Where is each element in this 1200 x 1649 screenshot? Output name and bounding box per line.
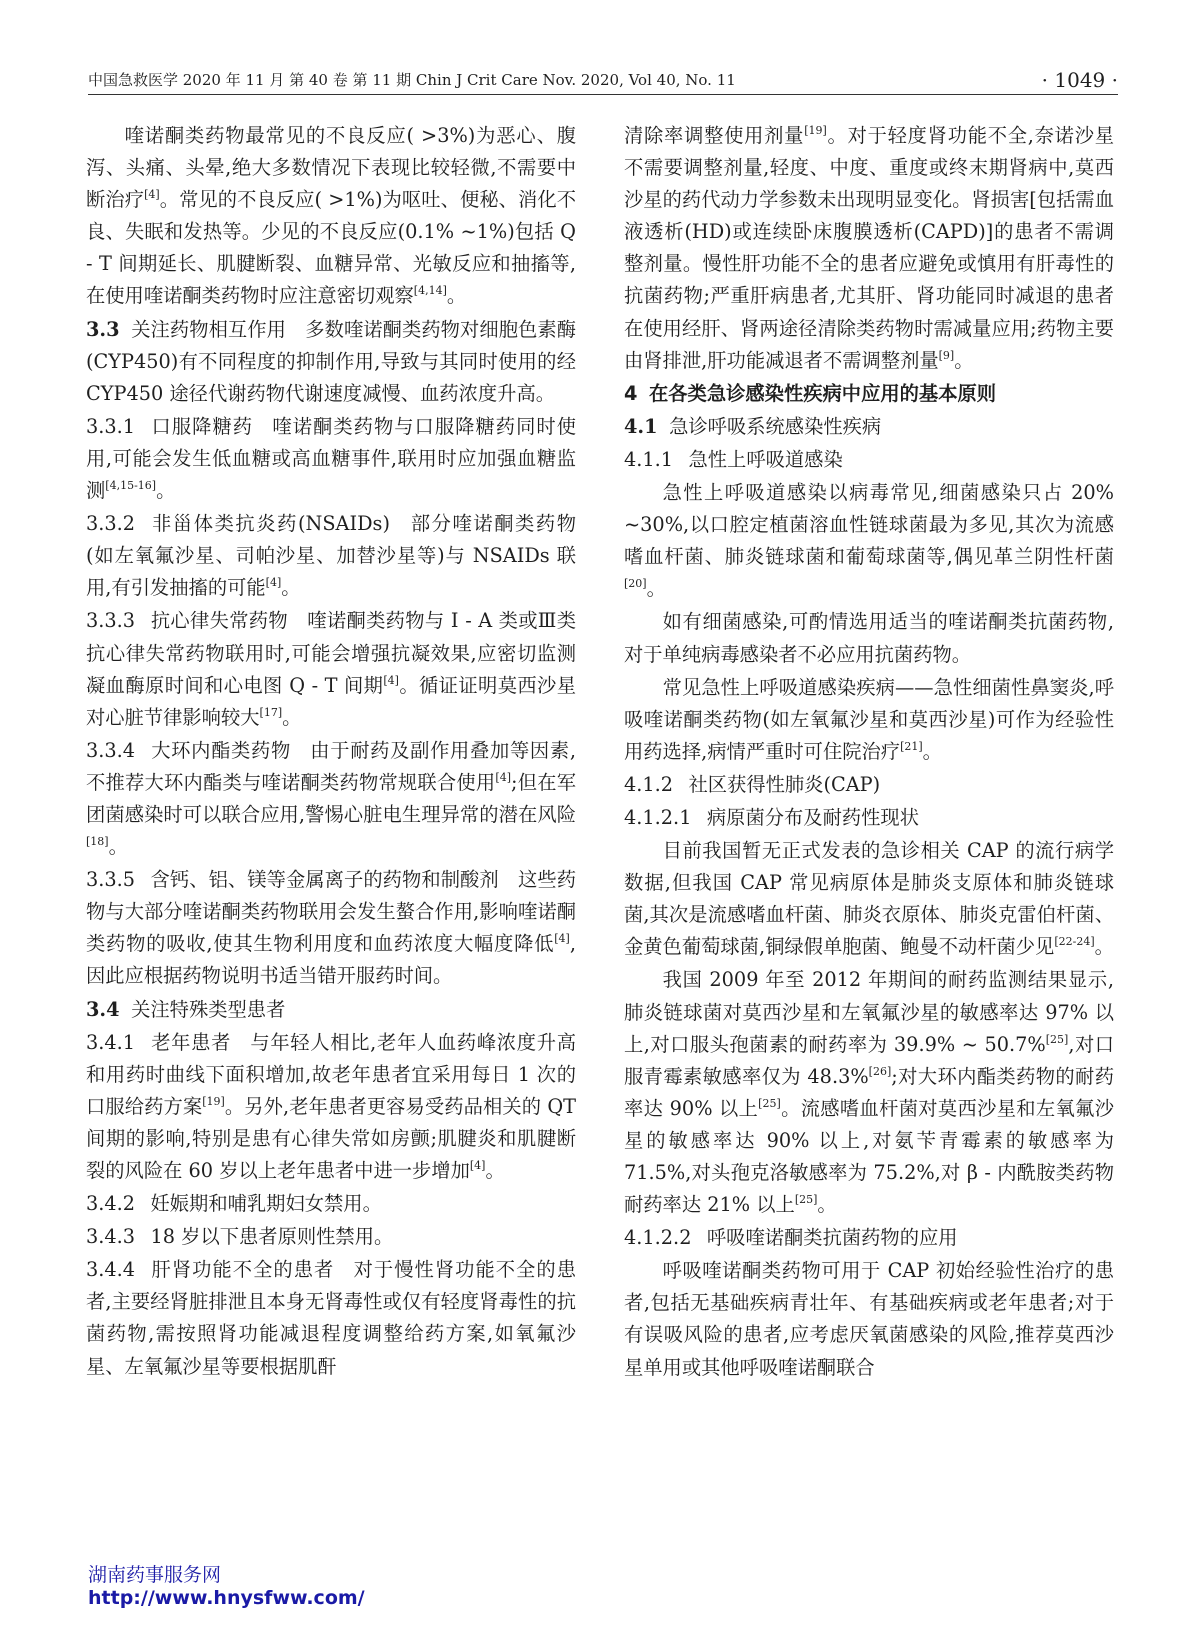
paragraph: 目前我国暂无正式发表的急诊相关 CAP 的流行病学数据,但我国 CAP 常见病原体是肺炎支原体和肺炎链球菌,其次是流感嗜血杆菌、肺炎衣原体、肺炎克雷伯杆菌、金黄色葡萄球菌,铜绿假单胞菌、鲍曼不动杆菌少见[22-24]。	[624, 839, 1114, 959]
site-url-link[interactable]: http://www.hnysfww.com/	[88, 1587, 365, 1609]
section-3-3-4: 3.3.4 大环内酯类药物 由于耐药及副作用叠加等因素,不推荐大环内酯类与喹诺酮类药物常规联合使用[4];但在军团菌感染时可以联合应用,警惕心脏电生理异常的潜在风险[18]。	[86, 738, 576, 859]
section-3-3: 3.3 关注药物相互作用 多数喹诺酮类药物对细胞色素酶(CYP450)有不同程度的抑制作用,导致与其同时使用的经 CYP450 途径代谢药物代谢速度减慢、血药浓度升高。	[86, 317, 577, 405]
section-3-3-3: 3.3.3 抗心律失常药物 喹诺酮类药物与 Ⅰ - A 类或Ⅲ类抗心律失常药物联用时,可能会增强抗凝效果,应密切监测凝血酶原时间和心电图 Q - T 间期[4]。循证证明莫西沙星对心脏节律影响较大[17]。	[86, 609, 577, 729]
section-3-3-5: 3.3.5 含钙、铝、镁等金属离子的药物和制酸剂 这些药物与大部分喹诺酮类药物联用会发生螯合作用,影响喹诺酮类药物的吸收,使其生物利用度和血药浓度大幅度降低[4],因此应根据药物说明书适当错开服药时间。	[86, 868, 576, 988]
left-column	[86, 120, 576, 1384]
paragraph: 急性上呼吸道感染以病毒常见,细菌感染只占 20% ~30%,以口腔定植菌溶血性链球菌最为多见,其次为流感嗜血杆菌、肺炎链球菌和葡萄球菌等,偶见革兰阴性杆菌[20]。	[624, 481, 1114, 601]
paragraph: 常见急性上呼吸道感染疾病——急性细菌性鼻窦炎,呼吸喹诺酮类药物(如左氧氟沙星和莫西沙星)可作为经验性用药选择,病情严重时可住院治疗[21]。	[624, 675, 1114, 763]
paragraph: 喹诺酮类药物最常见的不良反应( >3%)为恶心、腹泻、头痛、头晕,绝大多数情况下表现比较轻微,不需要中断治疗[4]。常见的不良反应( >1%)为呕吐、便秘、消化不良、失眠和发热等。少见的不良反应(0.1% ~1%)包括 Q - T 间期延长、肌腱断裂、血糖异常、光敏反应和抽搐等,在使用喹诺酮类药物时应注意密切观察[4,14]。	[86, 124, 577, 308]
paragraph: 清除率调整使用剂量[19]。对于轻度肾功能不全,奈诺沙星不需要调整剂量,轻度、中度、重度或终末期肾病中,莫西沙星的药代动力学参数未出现明显变化。肾损害[包括需血液透析(HD)或连续卧床腹膜透析(CAPD)]的患者不需调整剂量。慢性肝功能不全的患者应避免或慎用有肝毒性的抗菌药物;严重肝病患者,尤其肝、肾功能同时减退的患者在使用经肝、肾两途径清除类药物时需减量应用;药物主要由肾排泄,肝功能减退者不需调整剂量[9]。	[624, 124, 1115, 372]
section-4-1-2-1: 4.1.2.1 病原菌分布及耐药性现状	[624, 805, 919, 829]
section-3-4-3: 3.4.3 18 岁以下患者原则性禁用。	[86, 1225, 394, 1249]
section-3-3-2: 3.3.2 非甾体类抗炎药(NSAIDs) 部分喹诺酮类药物(如左氧氟沙星、司帕沙星、加替沙星等)与 NSAIDs 联用,有引发抽搐的可能[4]。	[86, 512, 576, 600]
site-name: 湖南药事服务网	[88, 1564, 222, 1586]
watermark-footer	[88, 1560, 365, 1609]
section-4: 4 在各类急诊感染性疾病中应用的基本原则	[624, 381, 997, 405]
paragraph: 如有细菌感染,可酌情选用适当的喹诺酮类抗菌药物,对于单纯病毒感染者不必应用抗菌药物。	[624, 610, 1114, 666]
section-3-4-1: 3.4.1 老年患者 与年轻人相比,老年人血药峰浓度升高和用药时曲线下面积增加,故老年患者宜采用每日 1 次的口服给药方案[19]。另外,老年患者更容易受药品相关的 QT 间期的影响,特别是患有心律失常如房颤;肌腱炎和肌腱断裂的风险在 60 岁以上老年患者中进一步增加[4]。	[86, 1030, 576, 1182]
section-3-4: 3.4 关注特殊类型患者	[86, 997, 286, 1021]
right-column	[624, 120, 1114, 1385]
running-header	[88, 68, 1118, 95]
journal-line: 中国急救医学 2020 年 11 月 第 40 卷 第 11 期 Chin J Crit Care Nov. 2020, Vol 40, No. 11	[88, 71, 736, 89]
page-number: · 1049 ·	[1041, 68, 1118, 92]
section-4-1-1: 4.1.1 急性上呼吸道感染	[624, 447, 843, 471]
section-4-1: 4.1 急诊呼吸系统感染性疾病	[624, 414, 882, 438]
paragraph: 呼吸喹诺酮类药物可用于 CAP 初始经验性治疗的患者,包括无基础疾病青壮年、有基础疾病或老年患者;对于有误吸风险的患者,应考虑厌氧菌感染的风险,推荐莫西沙星单用或其他呼吸喹诺酮联合	[624, 1259, 1115, 1379]
paragraph: 我国 2009 年至 2012 年期间的耐药监测结果显示,肺炎链球菌对莫西沙星和左氧氟沙星的敏感率达 97% 以上,对口服头孢菌素的耐药率为 39.9% ~ 50.7%[25],对口服青霉素敏感率仅为 48.3%[26];对大环内酯类药物的耐药率达 90% 以上[25]。流感嗜血杆菌对莫西沙星和左氧氟沙星的敏感率达 90% 以上,对氨苄青霉素的敏感率为 71.5%,对头孢克洛敏感率为 75.2%,对 β - 内酰胺类药物耐药率达 21% 以上[25]。	[624, 968, 1114, 1217]
section-3-4-2: 3.4.2 妊娠期和哺乳期妇女禁用。	[86, 1192, 382, 1216]
section-3-4-4: 3.4.4 肝肾功能不全的患者 对于慢性肾功能不全的患者,主要经肾脏排泄且本身无肾毒性或仅有轻度肾毒性的抗菌药物,需按照肾功能减退程度调整给药方案,如氧氟沙星、左氧氟沙星等要根据肌酐	[86, 1258, 577, 1378]
section-3-3-1: 3.3.1 口服降糖药 喹诺酮类药物与口服降糖药同时使用,可能会发生低血糖或高血糖事件,联用时应加强血糖监测[4,15-16]。	[86, 414, 577, 503]
section-4-1-2-2: 4.1.2.2 呼吸喹诺酮类抗菌药物的应用	[624, 1226, 958, 1250]
section-4-1-2: 4.1.2 社区获得性肺炎(CAP)	[624, 772, 881, 796]
